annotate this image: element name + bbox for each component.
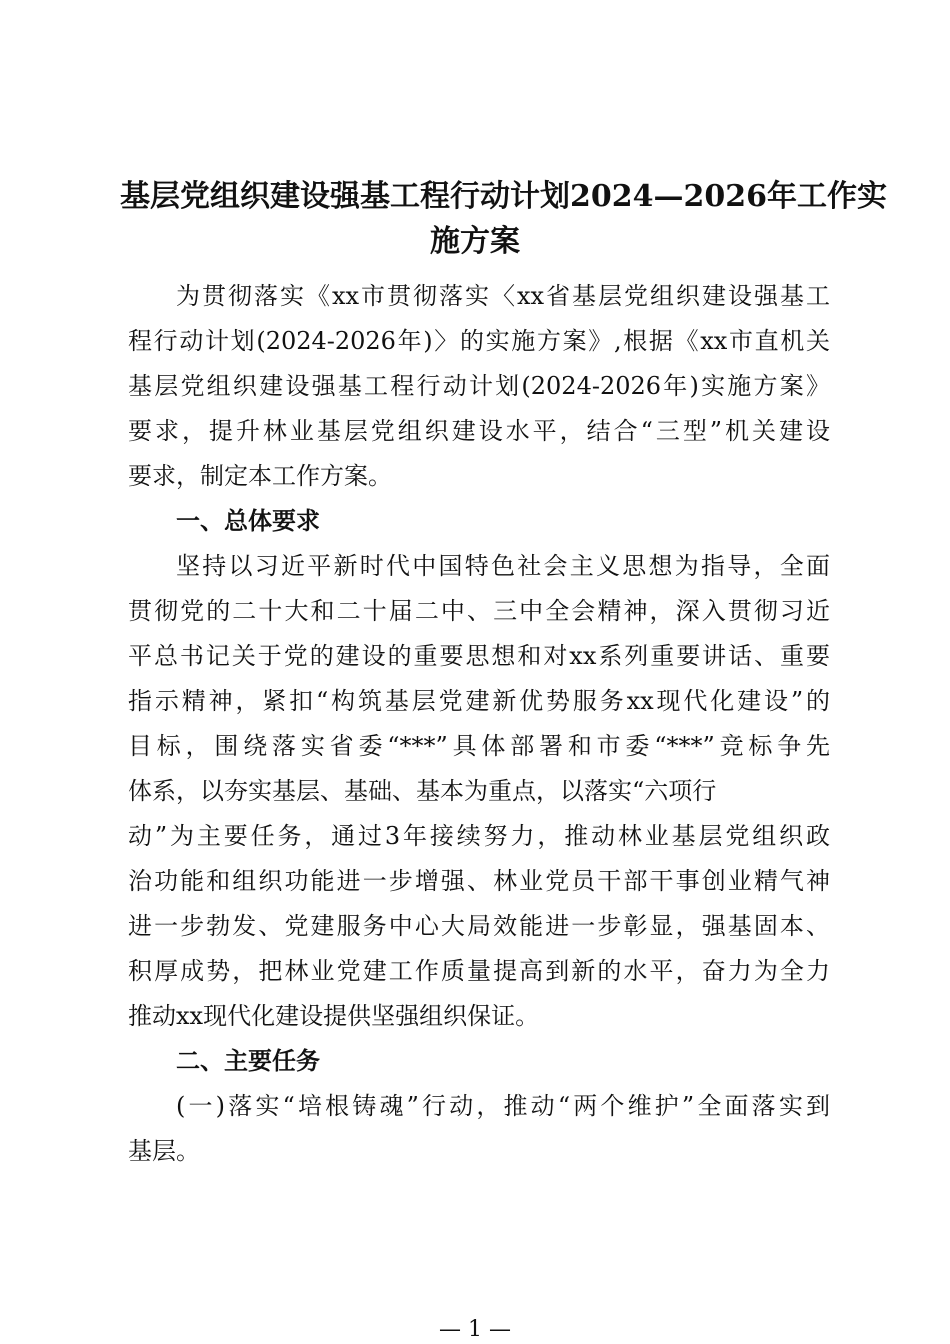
section-1-line-4: 指示精神，紧扣“构筑基层党建新优势服务xx现代化建设”的	[128, 687, 830, 715]
page-number: — 1 —	[439, 1317, 511, 1342]
section-1-heading: 一、总体要求	[176, 507, 320, 535]
section-2-line-1: (一)落实“培根铸魂”行动，推动“两个维护”全面落实到	[176, 1092, 830, 1120]
title-line-2: 施方案	[430, 224, 520, 259]
intro-line-4: 要求，提升林业基层党组织建设水平，结合“三型”机关建设	[128, 417, 830, 445]
section-1-line-5: 目标，围绕落实省委“***”具体部署和市委“***”竞标争先	[128, 732, 830, 760]
section-1-line-3: 平总书记关于党的建设的重要思想和对xx系列重要讲话、重要	[128, 642, 830, 670]
section-1-line-6: 体系，以夯实基层、基础、基本为重点，以落实“六项行	[128, 777, 717, 805]
section-1-line-1: 坚持以习近平新时代中国特色社会主义思想为指导，全面	[176, 552, 830, 580]
section-2-line-2: 基层。	[128, 1137, 200, 1165]
intro-line-5: 要求，制定本工作方案。	[128, 462, 392, 490]
intro-line-1: 为贯彻落实《xx市贯彻落实〈xx省基层党组织建设强基工	[176, 282, 830, 310]
document-body	[128, 274, 830, 1174]
section-1-line-2: 贯彻党的二十大和二十届二中、三中全会精神，深入贯彻习近	[128, 597, 830, 625]
title-line-1: 基层党组织建设强基工程行动计划2024—2026年工作实	[120, 179, 887, 214]
section-1-line-9: 进一步勃发、党建服务中心大局效能进一步彰显，强基固本、	[128, 912, 830, 940]
section-1-line-8: 治功能和组织功能进一步增强、林业党员干部干事创业精气神	[128, 867, 830, 895]
document-title	[120, 172, 887, 262]
intro-line-2: 程行动计划(2024-2026年)〉的实施方案》,根据《xx市直机关	[128, 327, 830, 355]
section-1-line-11: 推动xx现代化建设提供坚强组织保证。	[128, 1002, 540, 1030]
section-2-heading: 二、主要任务	[176, 1047, 320, 1075]
section-1-line-10: 积厚成势，把林业党建工作质量提高到新的水平，奋力为全力	[128, 957, 830, 985]
intro-line-3: 基层党组织建设强基工程行动计划(2024-2026年)实施方案》	[128, 372, 830, 400]
section-1-line-7: 动”为主要任务，通过3年接续努力，推动林业基层党组织政	[128, 822, 830, 850]
